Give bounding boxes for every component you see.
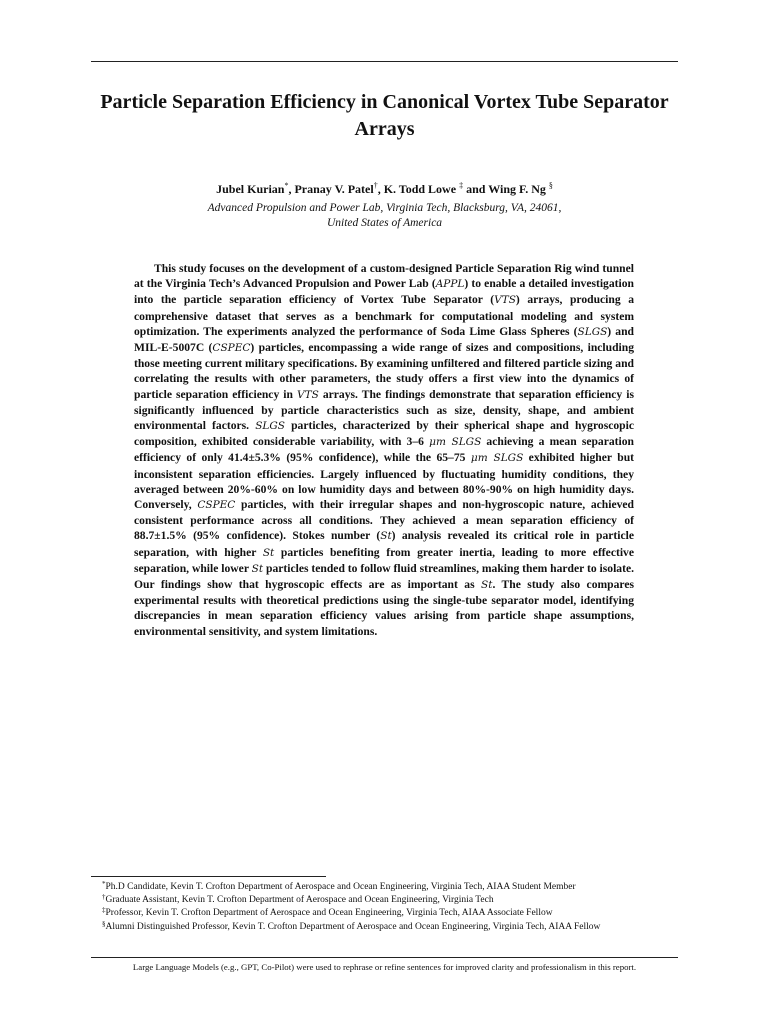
- affiliation-line: Advanced Propulsion and Power Lab, Virginia Tech, Blacksburg, VA, 24061,: [207, 202, 562, 214]
- abstract-text: particles, characterized by their spherical shape and hygroscopic composition, exhibited considerable variability, with 3–6: [134, 419, 634, 449]
- footnote: [102, 894, 692, 907]
- abstract-text: achieving a mean separation efficiency of only 41.4±5.3% (95% confidence), while the 65–75: [134, 435, 634, 465]
- abstract-math-term: SLGS: [577, 325, 608, 338]
- bottom-rule: [91, 957, 678, 958]
- footnote: [102, 881, 692, 894]
- abstract: [134, 261, 634, 639]
- abstract-math-term: μm SLGS: [470, 452, 524, 465]
- abstract-text: particles benefiting from greater inertia, leading to more effective separation, while lower: [134, 545, 634, 575]
- author-separator: ,: [377, 182, 384, 196]
- abstract-text: This study focuses on the development of a custom-designed Particle Separation Rig wind tunnel at the Virginia Tech’s Advanced Propulsion and Power Lab (: [134, 262, 634, 291]
- affiliation-line: United States of America: [326, 217, 443, 229]
- llm-disclosure-note: Large Language Models (e.g., GPT, Co-Pilot) were used to rephrase or refine sentences for improved clarity and professionalism in this report.: [132, 962, 637, 972]
- abstract-math-term: APPL: [435, 278, 465, 291]
- author-mark: §: [548, 181, 553, 190]
- abstract-math-term: SLGS: [255, 420, 285, 433]
- author-name: Pranay V. Patel: [294, 182, 374, 196]
- abstract-text: arrays. The findings demonstrate that separation efficiency is significantly influenced by particle characteristics such as size, density, shape, and ambient environmental factors.: [134, 387, 634, 433]
- author-separator: ,: [288, 182, 295, 196]
- abstract-text: ) arrays, producing a comprehensive dataset that serves as a benchmark for computational modeling and system optimization. The experiments analyzed the performance of Soda Lime Glass Spheres (: [134, 293, 634, 338]
- top-rule: [91, 61, 678, 62]
- abstract-text: particles tended to follow fluid streamlines, making them harder to isolate. Our findings show that hygroscopic effects are as important as: [134, 561, 635, 592]
- abstract-math-term: μm SLGS: [429, 436, 482, 449]
- footnote: [102, 907, 692, 920]
- footnote-mark: ‡: [102, 906, 106, 915]
- author-separator: and: [463, 182, 489, 196]
- footnotes: [102, 881, 692, 934]
- footnote-text: Ph.D Candidate, Kevin T. Crofton Department of Aerospace and Ocean Engineering, Virginia Tech, AIAA Student Member: [105, 882, 576, 892]
- footnote-text: Graduate Assistant, Kevin T. Crofton Department of Aerospace and Ocean Engineering, Virginia Tech: [105, 895, 494, 906]
- abstract-math-term: CSPEC: [197, 499, 236, 512]
- abstract-math-term: St: [380, 530, 392, 543]
- abstract-math-term: St: [481, 579, 493, 592]
- author-mark: *: [284, 181, 289, 190]
- author-list: [91, 182, 678, 197]
- author-name: Jubel Kurian: [216, 182, 285, 196]
- footnote-mark: *: [102, 880, 106, 888]
- abstract-text: . The study also compares experimental results with theoretical predictions using the single-tube separator model, identifying discrepancies in mean separation efficiency values arising from particle shape assumptions, environmental sensitivity, and system limitations.: [134, 578, 634, 638]
- abstract-text: ) analysis revealed its critical role in particle separation, with higher: [134, 529, 635, 559]
- author-name: K. Todd Lowe: [383, 182, 460, 196]
- author-mark: †: [373, 181, 378, 190]
- author-mark: ‡: [459, 181, 464, 190]
- footnote: [102, 921, 692, 934]
- affiliation: [91, 201, 678, 231]
- abstract-text: exhibited higher but inconsistent separation efficiencies. Largely influenced by fluctuating humidity conditions, they averaged between 20%-60% on low humidity days and between 80%-90% on high humidity days. Conversely,: [134, 451, 635, 512]
- abstract-math-term: CSPEC: [212, 342, 251, 355]
- abstract-math-term: St: [251, 562, 264, 575]
- abstract-text: ) to enable a detailed investigation into the particle separation efficiency of Vortex Tube Separator (: [134, 277, 634, 307]
- footnote-rule: [91, 876, 326, 877]
- author-name: Wing F. Ng: [488, 182, 549, 196]
- abstract-text: ) and MIL-E-5007C (: [134, 324, 634, 355]
- footnote-mark: §: [102, 919, 106, 928]
- abstract-math-term: St: [262, 546, 275, 559]
- abstract-math-term: VTS: [494, 294, 516, 307]
- abstract-math-term: VTS: [297, 388, 319, 401]
- footnote-text: Alumni Distinguished Professor, Kevin T. Crofton Department of Aerospace and Ocean Engineering, Virginia Tech, AIAA Fellow: [105, 921, 601, 932]
- abstract-text: particles, with their irregular shapes and non-hygroscopic nature, achieved consistent performance across all conditions. They achieved a mean separation efficiency of 88.7±1.5% (95% confidence). Stokes number (: [134, 498, 634, 543]
- abstract-text: ) particles, encompassing a wide range of sizes and compositions, including those meeting current military specifications. By examining unfiltered and filtered particle sizing and correlating the results with other parameters, the study offers a first view into the dynamics of particle separation efficiency in: [134, 341, 634, 401]
- footnote-text: Professor, Kevin T. Crofton Department of Aerospace and Ocean Engineering, Virginia Tech, AIAA Associate Fellow: [105, 908, 553, 919]
- footnote-mark: †: [102, 893, 106, 902]
- paper-title: Particle Separation Efficiency in Canonical Vortex Tube Separator Arrays: [100, 91, 669, 140]
